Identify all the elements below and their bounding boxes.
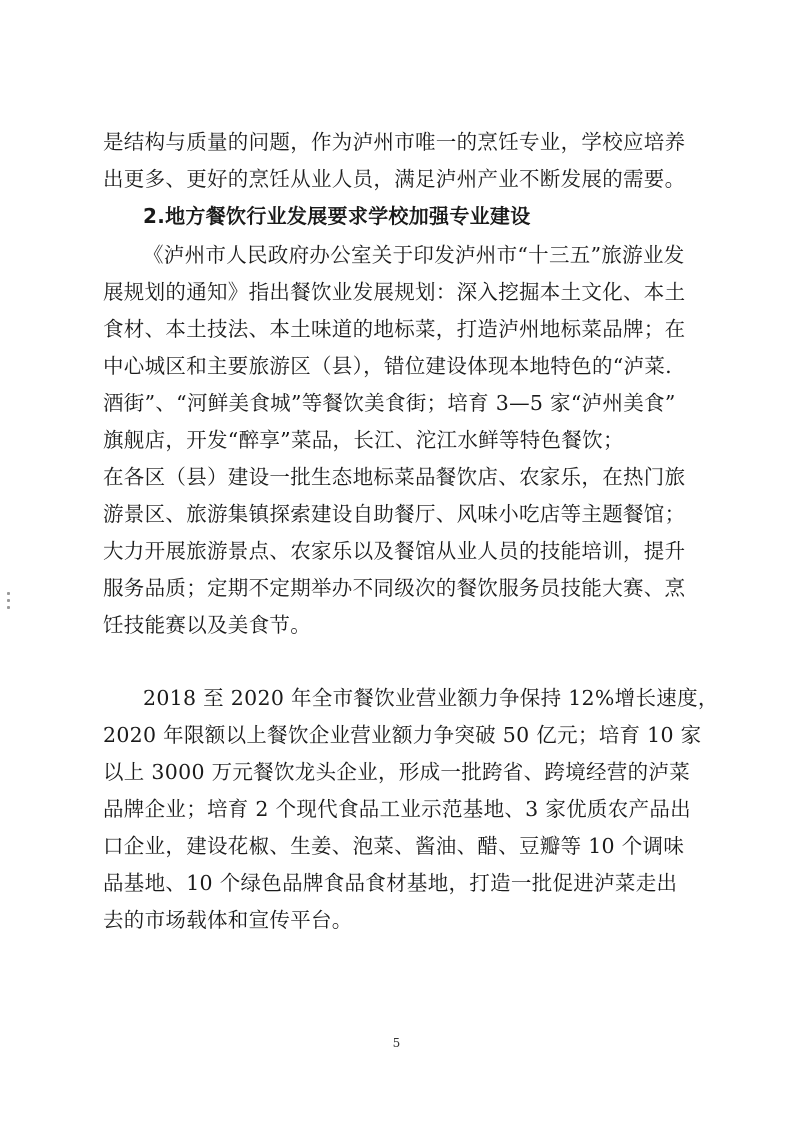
paragraph-2-line-6: 旗舰店，开发“醉享”菜品，长江、沱江水鲜等特色餐饮； — [103, 428, 624, 452]
paragraph-3-line-4: 品牌企业；培育 2 个现代食品工业示范基地、3 家优质农产品出 — [103, 797, 691, 821]
paragraph-2-line-5: 酒街”、“河鲜美食城”等餐饮美食街；培育 3—5 家“泸州美食” — [103, 391, 676, 415]
paragraph-3-line-1: 2018 至 2020 年全市餐饮业营业额力争保持 12%增长速度， — [143, 686, 719, 710]
paragraph-2-line-2: 展规划的通知》指出餐饮业发展规划：深入挖掘本土文化、本土 — [103, 280, 686, 304]
paragraph-3-line-3: 以上 3000 万元餐饮龙头企业，形成一批跨省、跨境经营的泸菜 — [103, 760, 691, 784]
paragraph-2-line-7: 在各区（县）建设一批生态地标菜品餐饮店、农家乐，在热门旅 — [103, 465, 686, 489]
paragraph-2-line-9: 大力开展旅游景点、农家乐以及餐馆从业人员的技能培训，提升 — [103, 539, 686, 563]
paragraph-2-line-10: 服务品质；定期不定期举办不同级次的餐饮服务员技能大赛、烹 — [103, 576, 686, 600]
paragraph-2-line-8: 游景区、旅游集镇探索建设自助餐厅、风味小吃店等主题餐馆； — [103, 502, 686, 526]
paragraph-1-line-2: 出更多、更好的烹饪从业人员，满足泸州产业不断发展的需要。 — [103, 167, 686, 191]
page-number: 5 — [392, 1036, 401, 1050]
paragraph-2-line-1: 《泸州市人民政府办公室关于印发泸州市“十三五”旅游业发 — [143, 243, 685, 267]
paragraph-3-line-2: 2020 年限额以上餐饮企业营业额力争突破 50 亿元；培育 10 家 — [103, 723, 702, 747]
paragraph-2-line-4: 中心城区和主要旅游区（县），错位建设体现本地特色的“泸菜. — [103, 354, 672, 378]
section-heading: 2.地方餐饮行业发展要求学校加强专业建设 — [143, 204, 531, 228]
binding-mark — [4, 588, 14, 628]
paragraph-3-line-6: 品基地、10 个绿色品牌食品食材基地，打造一批促进泸菜走出 — [103, 871, 678, 895]
paragraph-3-line-5: 口企业，建设花椒、生姜、泡菜、酱油、醋、豆瓣等 10 个调味 — [103, 834, 685, 858]
paragraph-2-line-11: 饪技能赛以及美食节。 — [103, 613, 311, 637]
paragraph-3-line-7: 去的市场载体和宣传平台。 — [103, 908, 353, 932]
paragraph-2-line-3: 食材、本土技法、本土味道的地标菜，打造泸州地标菜品牌；在 — [103, 317, 686, 341]
paragraph-1-line-1: 是结构与质量的问题，作为泸州市唯一的烹饪专业，学校应培养 — [103, 130, 686, 154]
